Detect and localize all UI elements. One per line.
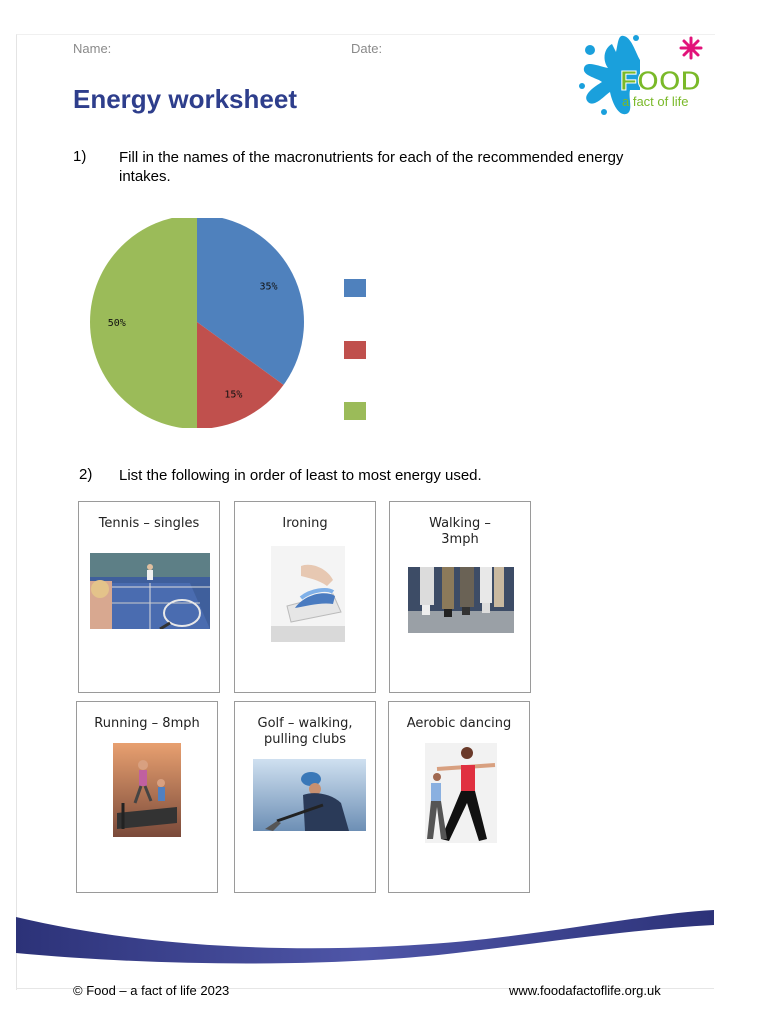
activity-label-line-2: pulling clubs: [264, 732, 346, 747]
question-1-line-2: intakes.: [119, 168, 171, 185]
pie-slice-2: [90, 218, 197, 428]
food-a-fact-of-life-logo: [578, 30, 713, 118]
activity-card-ironing: [234, 501, 376, 693]
aerobics-photo: [425, 743, 497, 843]
footer-copyright: © Food – a fact of life 2023: [73, 983, 230, 998]
activity-label-line-2: 3mph: [441, 532, 479, 547]
walking-photo: [408, 567, 514, 633]
footer-url: www.foodafactoflife.org.uk: [509, 983, 661, 998]
legend-swatch-0: [344, 279, 366, 297]
date-label: Date:: [351, 41, 383, 56]
tennis-photo: [90, 553, 210, 629]
legend-swatch-1: [344, 341, 366, 359]
question-1-number: 1): [73, 148, 87, 165]
ironing-photo: [271, 546, 345, 642]
logo-word: FOOD: [620, 65, 701, 96]
footer-wave: [16, 905, 714, 969]
pie-slice-label-0: 35%: [259, 281, 278, 293]
pie-slice-label-2: 50%: [107, 318, 126, 329]
activity-label: Running – 8mph: [94, 716, 200, 731]
energy-pie-chart: [88, 218, 308, 428]
question-1-text: [119, 148, 679, 186]
question-2-text: List the following in order of least to most energy used.: [119, 467, 482, 484]
activity-label: Tennis – singles: [98, 516, 200, 531]
activity-label: Ironing: [282, 516, 328, 531]
activity-label: Aerobic dancing: [406, 716, 512, 731]
activity-card-running: [76, 701, 218, 893]
activity-label: Golf – walking,: [257, 716, 353, 731]
question-1-line-1: Fill in the names of the macronutrients for each of the recommended energy: [119, 149, 624, 166]
activity-card-walking: [389, 501, 531, 693]
question-2-number: 2): [79, 466, 93, 483]
pie-slice-label-1: 15%: [224, 389, 243, 401]
running-photo: [113, 743, 181, 837]
activity-label: Walking –: [429, 516, 491, 531]
activity-card-aerobics: [388, 701, 530, 893]
page-title: Energy worksheet: [73, 84, 297, 114]
activity-card-golf: [234, 701, 376, 893]
legend-swatch-2: [344, 402, 366, 420]
name-label: Name:: [73, 41, 112, 56]
golf-photo: [253, 759, 366, 831]
logo-tagline: a fact of life: [622, 94, 689, 109]
activity-card-tennis: [78, 501, 220, 693]
